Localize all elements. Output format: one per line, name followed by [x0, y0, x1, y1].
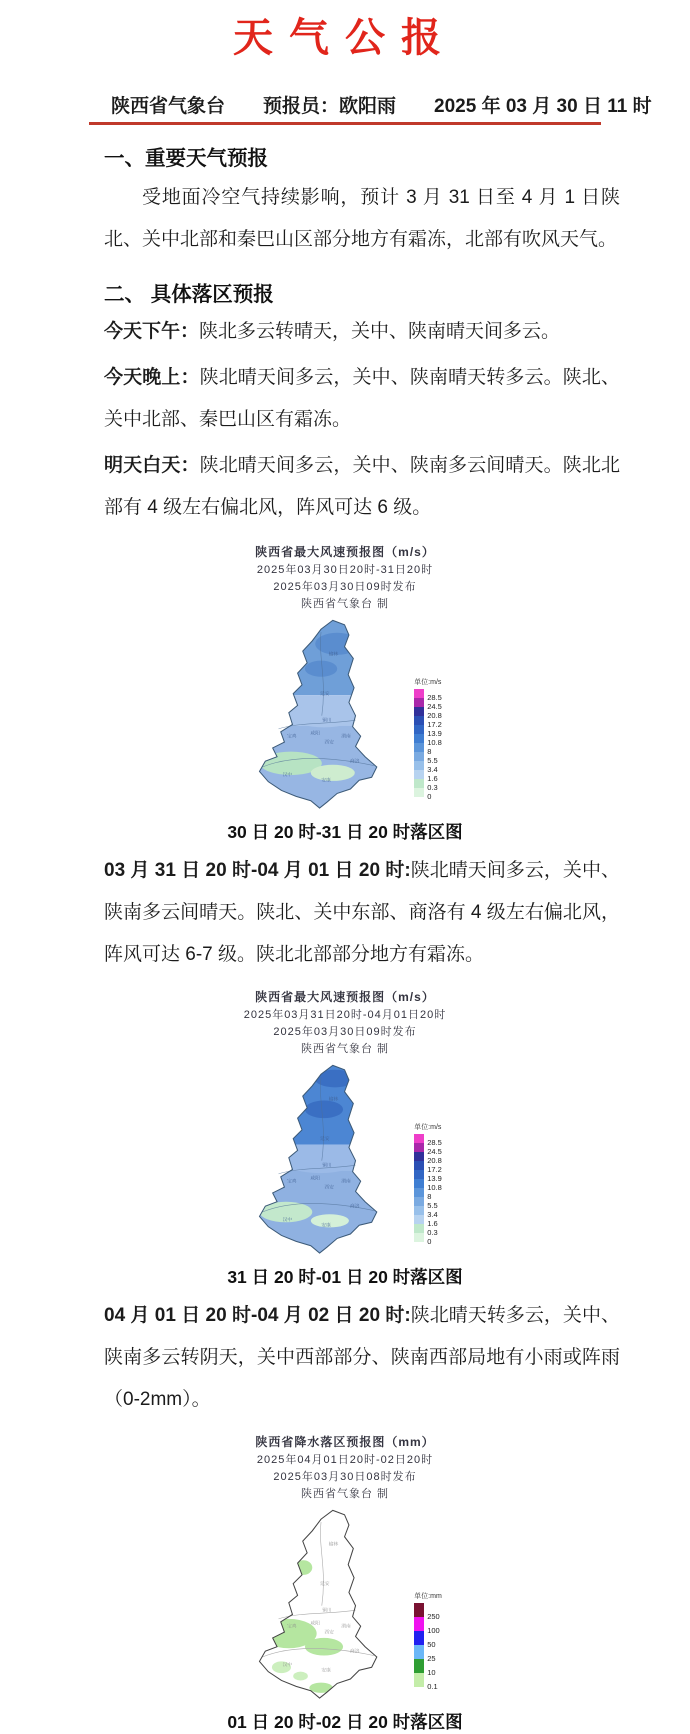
wind-legend-day1 [414, 677, 442, 801]
legend-color-swatch [414, 761, 424, 770]
city-label: 安康 [321, 1223, 332, 1229]
legend-tick-label: 13.9 [427, 1173, 442, 1183]
city-label: 汉中 [282, 1662, 293, 1668]
station-name: 陕西省气象台 [111, 96, 226, 117]
legend-color-swatch [414, 689, 424, 698]
map-issue-time: 2025年03月30日09时发布 [273, 1026, 417, 1038]
city-label: 渭南 [341, 734, 351, 740]
map-issue-time: 2025年03月30日09时发布 [273, 581, 417, 593]
legend-tick-label: 17.2 [427, 1164, 442, 1174]
legend-color-swatch [414, 779, 424, 788]
legend-tick-label: 24.5 [427, 701, 442, 711]
issue-datetime: 2025 年 03 月 30 日 11 时 [434, 96, 652, 117]
city-label: 榆林 [328, 1097, 339, 1103]
legend-color-swatch [414, 1179, 424, 1188]
legend-tick-label: 24.5 [427, 1146, 442, 1156]
city-label: 安康 [321, 778, 332, 784]
map3-caption: 01 日 20 时-02 日 20 时落区图 [227, 1712, 463, 1732]
legend-tick-label: 1.6 [427, 773, 438, 783]
forecast-label: 今天下午： [104, 321, 200, 342]
city-label: 延安 [320, 1137, 330, 1143]
legend-tick-label: 0.3 [427, 782, 438, 792]
map-valid-period: 2025年03月30日20时-31日20时 [256, 564, 434, 576]
map-producer: 陕西省气象台 制 [300, 598, 390, 610]
wind-map-day2-svg [248, 1058, 400, 1256]
legend-tick-label: 28.5 [427, 1137, 442, 1147]
city-label: 宝鸡 [287, 1179, 297, 1185]
map-valid-period: 2025年04月01日20时-02日20时 [256, 1454, 434, 1466]
legend-tick-label: 8 [427, 1191, 432, 1201]
legend-tick-label: 17.2 [427, 719, 442, 729]
legend-color-swatch [414, 1645, 424, 1659]
forecast-item-tonight [104, 357, 620, 441]
legend-color-swatch [414, 1631, 424, 1645]
bulletin-header [89, 91, 652, 125]
legend-color-swatch [414, 1197, 424, 1206]
map-producer: 陕西省气象台 制 [300, 1488, 390, 1500]
section1-body: 受地面冷空气持续影响，预计 3 月 31 日至 4 月 1 日陕北、关中北部和秦巴山区部分地方有霜冻，北部有吹风天气。 [104, 187, 620, 250]
legend-tick-label: 3.4 [427, 764, 438, 774]
legend-title: 单位:m/s [414, 1124, 442, 1131]
legend-color-swatch [414, 1206, 424, 1215]
city-label: 宝鸡 [287, 1624, 297, 1630]
legend-tick-label: 10.8 [427, 1182, 442, 1192]
section2-heading: 二、 具体落区预报 [104, 283, 274, 306]
wind-map-day1-figure [0, 543, 690, 811]
wind-map-day2-canvas [248, 1058, 442, 1256]
legend-title: 单位:mm [414, 1593, 442, 1600]
forecast-item-afternoon [104, 311, 620, 353]
forecast-label: 今天晚上： [104, 367, 200, 388]
legend-tick-label: 50 [427, 1639, 436, 1649]
city-label: 汉中 [282, 1217, 293, 1223]
city-label: 西安 [324, 1185, 335, 1191]
wind-map-day2-titles [244, 988, 447, 1056]
map-title: 陕西省最大风速预报图（m/s） [255, 990, 435, 1004]
page-title: 天气公报 [233, 16, 457, 60]
city-label: 西安 [324, 740, 335, 746]
paragraph-label: 03 月 31 日 20 时-04 月 01 日 20 时: [104, 860, 411, 881]
legend-color-swatch [414, 770, 424, 779]
legend-color-swatch [414, 734, 424, 743]
city-label: 榆林 [328, 1542, 339, 1548]
map-title: 陕西省最大风速预报图（m/s） [255, 545, 435, 559]
legend-tick-label: 0.3 [427, 1227, 438, 1237]
legend-color-swatch [414, 1188, 424, 1197]
legend-tick-label: 250 [427, 1611, 440, 1621]
forecast-text: 陕北多云转晴天，关中、陕南晴天间多云。 [199, 321, 561, 342]
legend-color-swatch [414, 743, 424, 752]
map1-caption: 30 日 20 时-31 日 20 时落区图 [227, 822, 463, 842]
city-label: 西安 [324, 1630, 335, 1636]
legend-color-swatch [414, 1617, 424, 1631]
wind-legend-day2 [414, 1122, 442, 1246]
map-valid-period: 2025年03月31日20时-04月01日20时 [243, 1009, 447, 1021]
legend-color-swatch [414, 1224, 424, 1233]
legend-color-swatch [414, 1659, 424, 1673]
legend-tick-label: 20.8 [427, 710, 442, 720]
wind-map-day1-canvas [248, 613, 442, 811]
map-producer: 陕西省气象台 制 [300, 1043, 390, 1055]
legend-color-swatch [414, 1603, 424, 1617]
city-label: 咸阳 [310, 731, 321, 737]
rain-map-svg [248, 1503, 400, 1701]
legend-color-swatch [414, 725, 424, 734]
legend-tick-label: 100 [427, 1625, 440, 1635]
rain-legend [414, 1591, 442, 1691]
city-label: 咸阳 [310, 1176, 321, 1182]
paragraph-day2 [104, 850, 620, 976]
rain-map-titles [255, 1433, 434, 1501]
city-label: 延安 [320, 692, 330, 698]
legend-color-swatch [414, 1152, 424, 1161]
legend-color-swatch [414, 1143, 424, 1152]
forecast-item-tomorrow [104, 445, 620, 529]
legend-tick-label: 13.9 [427, 728, 442, 738]
legend-title: 单位:m/s [414, 679, 442, 686]
legend-color-swatch [414, 698, 424, 707]
legend-color-swatch [414, 1215, 424, 1224]
legend-tick-label: 1.6 [427, 1218, 438, 1228]
legend-tick-label: 5.5 [427, 755, 438, 765]
city-label: 铜川 [322, 718, 332, 724]
city-label: 延安 [320, 1582, 330, 1588]
paragraph-text: 陕北晴天转多云，关中、陕南多云转阴天，关中西部部分、陕南西部局地有小雨或阵雨（0-2mm）。 [104, 1305, 620, 1410]
wind-map-day1-svg [248, 613, 400, 811]
legend-tick-label: 8 [427, 746, 432, 756]
legend-color-swatch [414, 716, 424, 725]
city-label: 宝鸡 [287, 734, 297, 740]
forecast-label: 明天白天： [104, 455, 200, 476]
legend-tick-label: 10.8 [427, 737, 442, 747]
legend-tick-label: 3.4 [427, 1209, 438, 1219]
map-issue-time: 2025年03月30日08时发布 [273, 1471, 417, 1483]
legend-color-swatch [414, 1233, 424, 1242]
wind-map-day1-titles [255, 543, 435, 611]
legend-tick-label: 10 [427, 1667, 436, 1677]
paragraph-day3 [104, 1295, 620, 1421]
city-label: 铜川 [322, 1163, 332, 1169]
legend-color-swatch [414, 1170, 424, 1179]
forecast-text: 陕北晴天间多云，关中、陕南多云间晴天。陕北北部有 4 级左右偏北风，阵风可达 6 级。 [104, 455, 620, 518]
legend-color-swatch [414, 707, 424, 716]
forecaster-name: 预报员：欧阳雨 [263, 96, 397, 117]
legend-tick-label: 20.8 [427, 1155, 442, 1165]
city-label: 商洛 [350, 1649, 360, 1655]
map-title: 陕西省降水落区预报图（mm） [255, 1435, 435, 1449]
city-label: 榆林 [328, 652, 339, 658]
legend-tick-label: 0.1 [427, 1681, 438, 1691]
city-label: 商洛 [350, 1204, 360, 1210]
city-label: 咸阳 [310, 1621, 321, 1627]
city-label: 汉中 [282, 772, 293, 778]
section1-heading: 一、重要天气预报 [104, 147, 268, 170]
legend-tick-label: 5.5 [427, 1200, 438, 1210]
legend-color-swatch [414, 752, 424, 761]
city-label: 商洛 [350, 759, 360, 765]
legend-color-swatch [414, 1134, 424, 1143]
city-label: 安康 [321, 1668, 332, 1674]
legend-color-swatch [414, 788, 424, 797]
paragraph-label: 04 月 01 日 20 时-04 月 02 日 20 时: [104, 1305, 411, 1326]
legend-tick-label: 28.5 [427, 692, 442, 702]
paragraph-text: 陕北晴天间多云，关中、陕南多云间晴天。陕北、关中东部、商洛有 4 级左右偏北风，阵风可达 6-7 级。陕北北部部分地方有霜冻。 [104, 860, 620, 965]
wind-map-day2-figure [0, 988, 690, 1256]
legend-tick-label: 0 [427, 791, 432, 801]
rain-map-canvas [248, 1503, 442, 1701]
legend-tick-label: 25 [427, 1653, 436, 1663]
rain-map-figure [0, 1433, 690, 1701]
city-label: 渭南 [341, 1624, 351, 1630]
city-label: 铜川 [322, 1608, 332, 1614]
legend-color-swatch [414, 1673, 424, 1687]
legend-color-swatch [414, 1161, 424, 1170]
city-label: 渭南 [341, 1179, 351, 1185]
forecast-text: 陕北晴天间多云，关中、陕南晴天转多云。陕北、关中北部、秦巴山区有霜冻。 [104, 367, 620, 430]
legend-tick-label: 0 [427, 1236, 432, 1246]
map2-caption: 31 日 20 时-01 日 20 时落区图 [227, 1267, 463, 1287]
